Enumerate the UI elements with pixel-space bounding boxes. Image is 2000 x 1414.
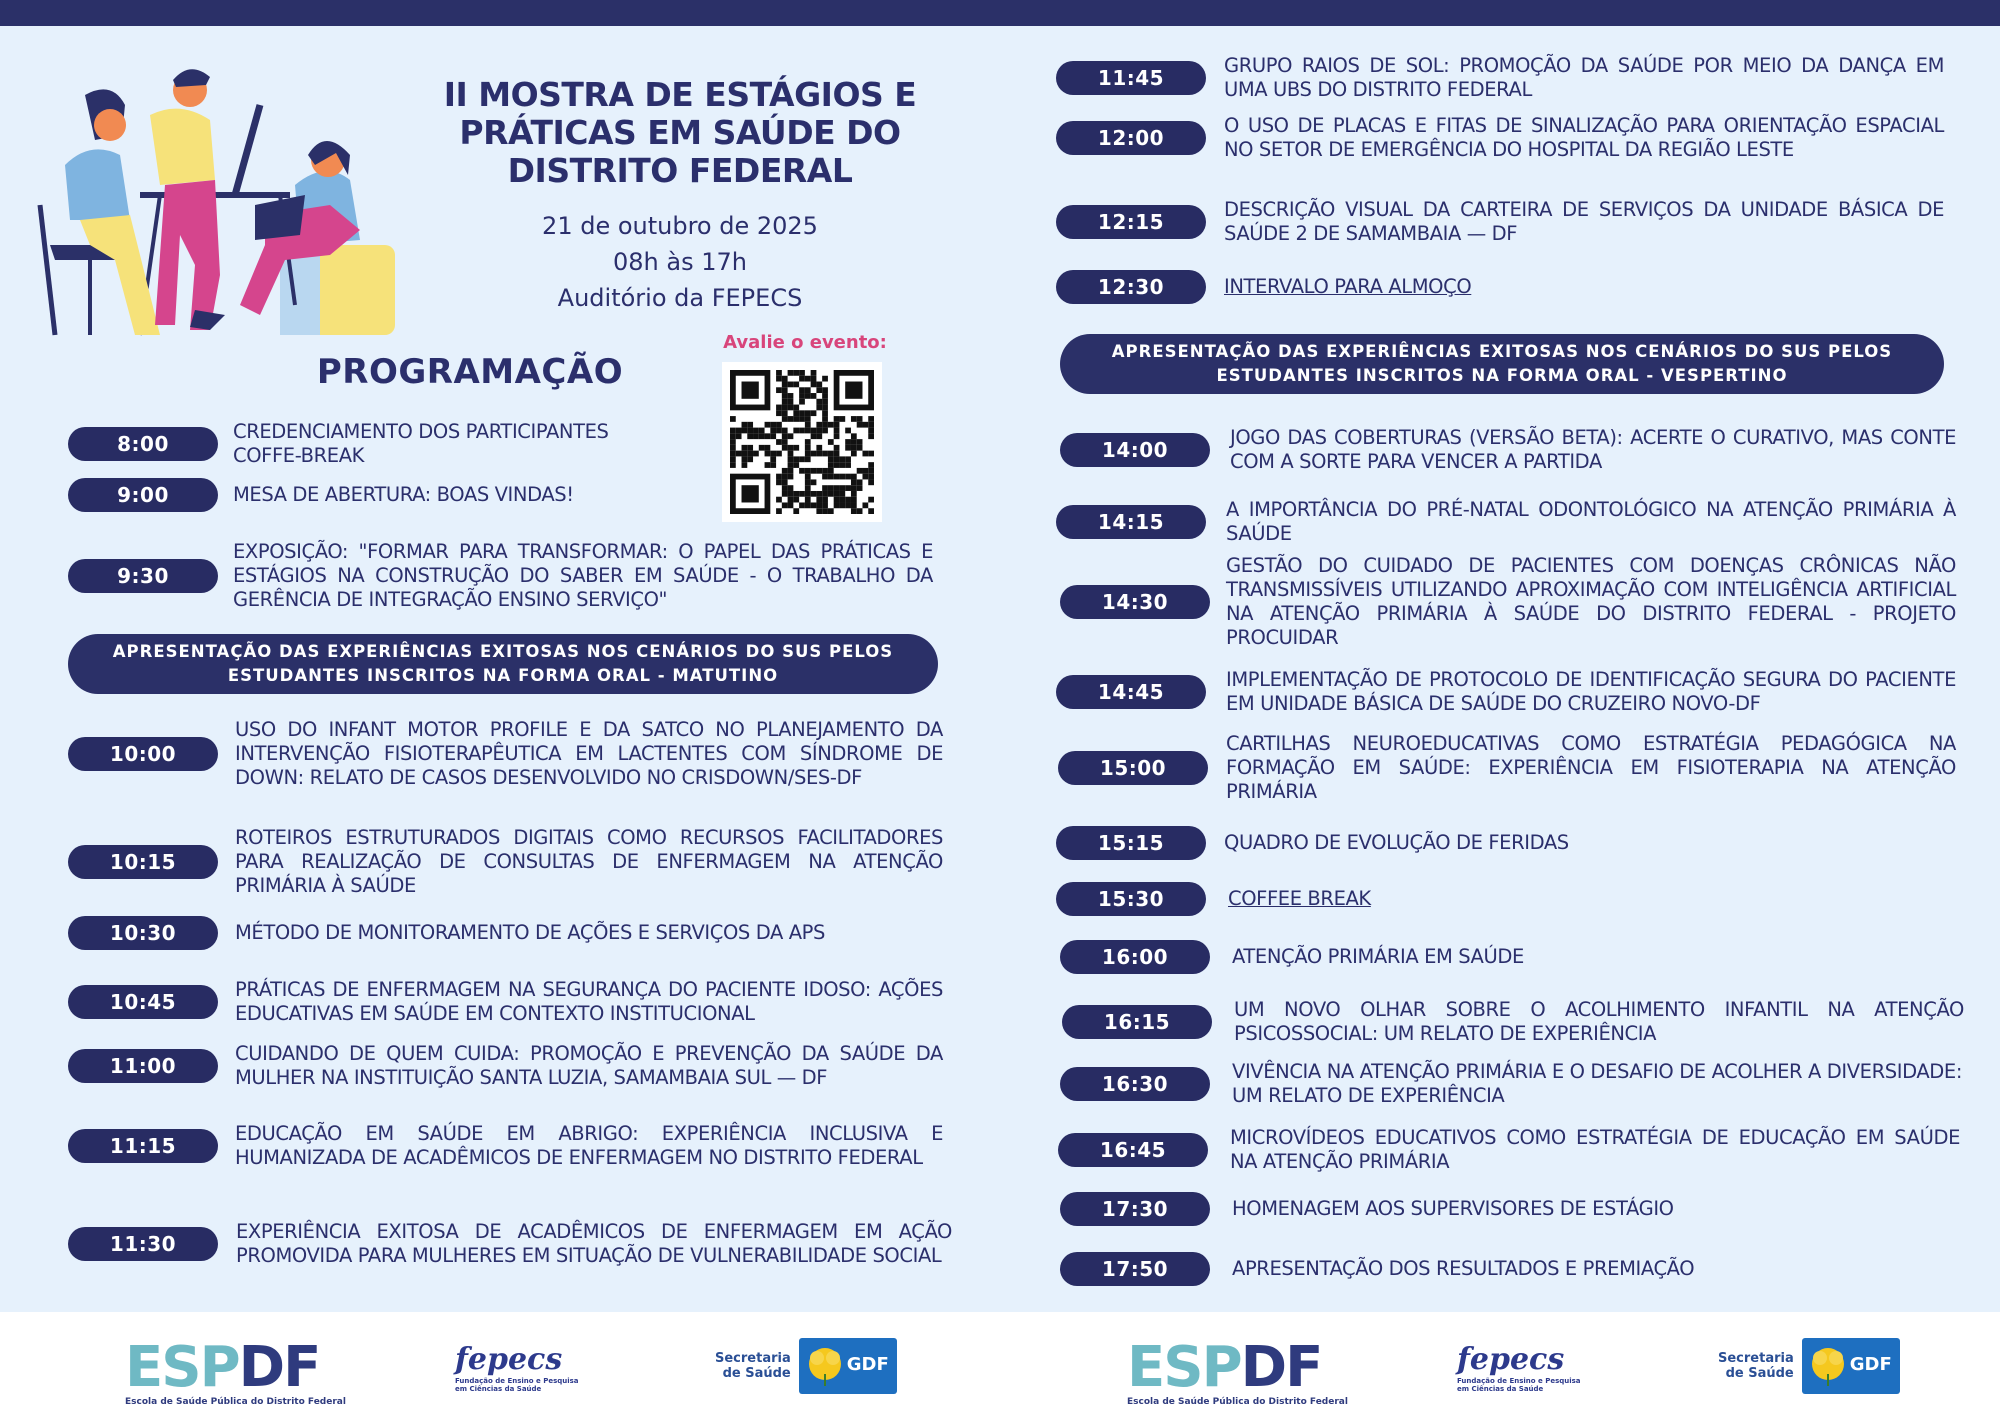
espdf-logo: ESPDF Escola de Saúde Pública do Distrito Federal — [125, 1335, 346, 1407]
event-title-line: PRÁTICAS EM SAÚDE DO — [459, 113, 901, 152]
time-badge: 11:45 — [1056, 61, 1206, 95]
time-badge: 15:15 — [1056, 826, 1206, 860]
footer-logos — [0, 1312, 2000, 1414]
time-badge: 10:00 — [68, 737, 218, 771]
lunch-break-link[interactable]: INTERVALO PARA ALMOÇO — [1224, 275, 1472, 298]
schedule-item — [1060, 940, 1952, 974]
schedule-item — [1056, 826, 1944, 860]
time-badge: 16:30 — [1060, 1067, 1210, 1101]
schedule-description: IMPLEMENTAÇÃO DE PROTOCOLO DE IDENTIFICAÇÃO SEGURA DO PACIENTE EM UNIDADE BÁSICA DE SAÚDE DO CRUZEIRO NOVO-DF — [1226, 668, 1956, 715]
schedule-item — [1056, 114, 1944, 162]
schedule-description: JOGO DAS COBERTURAS (VERSÃO BETA): ACERTE O CURATIVO, MAS CONTE COM A SORTE PARA VENCER A PARTIDA — [1230, 426, 1956, 473]
schedule-item — [68, 420, 948, 468]
event-time: 08h às 17h — [613, 248, 747, 276]
schedule-item — [1060, 1252, 1952, 1286]
schedule-description: UM NOVO OLHAR SOBRE O ACOLHIMENTO INFANTIL NA ATENÇÃO PSICOSSOCIAL: UM RELATO DE EXPERIÊNCIA — [1234, 998, 1964, 1045]
time-badge: 12:00 — [1056, 121, 1206, 155]
fepecs-logo: fepecs Fundação de Ensino e Pesquisa em Ciências da Saúde — [1457, 1342, 1581, 1393]
schedule-description: EXPERIÊNCIA EXITOSA DE ACADÊMICOS DE ENFERMAGEM EM AÇÃO PROMOVIDA PARA MULHERES EM SITUAÇÃO DE VULNERABILIDADE SOCIAL — [236, 1220, 952, 1267]
schedule-description: CREDENCIAMENTO DOS PARTICIPANTES COFFE-BREAK — [233, 420, 609, 467]
schedule-description: DESCRIÇÃO VISUAL DA CARTEIRA DE SERVIÇOS DA UNIDADE BÁSICA DE SAÚDE 2 DE SAMAMBAIA — DF — [1224, 198, 1944, 245]
event-venue: Auditório da FEPECS — [557, 284, 803, 312]
time-badge: 14:45 — [1056, 675, 1206, 709]
schedule-description: PRÁTICAS DE ENFERMAGEM NA SEGURANÇA DO PACIENTE IDOSO: AÇÕES EDUCATIVAS EM SAÚDE EM CONTEXTO INSTITUCIONAL — [235, 978, 943, 1025]
time-badge: 10:30 — [68, 916, 218, 950]
schedule-item — [1060, 426, 1956, 474]
gdf-badge: GDF — [799, 1338, 897, 1394]
schedule-item — [1056, 668, 1956, 716]
schedule-description: APRESENTAÇÃO DOS RESULTADOS E PREMIAÇÃO — [1232, 1257, 1695, 1280]
banner-line: APRESENTAÇÃO DAS EXPERIÊNCIAS EXITOSAS NOS CENÁRIOS DO SUS PELOS — [1111, 342, 1893, 361]
top-bar — [0, 0, 2000, 26]
schedule-item — [68, 826, 943, 898]
event-title-line: DISTRITO FEDERAL — [507, 151, 853, 190]
schedule-description: HOMENAGEM AOS SUPERVISORES DE ESTÁGIO — [1232, 1197, 1674, 1220]
schedule-description: CARTILHAS NEUROEDUCATIVAS COMO ESTRATÉGIA PEDAGÓGICA NA FORMAÇÃO EM SAÚDE: EXPERIÊNCIA EM FISIOTERAPIA NA ATENÇÃO PRIMÁRIA — [1226, 732, 1956, 803]
schedule-description: EDUCAÇÃO EM SAÚDE EM ABRIGO: EXPERIÊNCIA INCLUSIVA E HUMANIZADA DE ACADÊMICOS DE ENFERMAGEM NO DISTRITO FEDERAL — [235, 1122, 943, 1169]
time-badge: 12:30 — [1056, 270, 1206, 304]
schedule-item — [1060, 554, 1956, 650]
time-badge: 14:15 — [1056, 505, 1206, 539]
schedule-description: MESA DE ABERTURA: BOAS VINDAS! — [233, 483, 574, 506]
event-title-line: II MOSTRA DE ESTÁGIOS E — [443, 75, 917, 114]
schedule-item — [68, 478, 948, 512]
secretaria-gdf-logo: Secretaria de Saúde GDF — [1718, 1338, 1900, 1394]
secretaria-gdf-logo: Secretaria de Saúde GDF — [715, 1338, 897, 1394]
fepecs-logo: fepecs Fundação de Ensino e Pesquisa em Ciências da Saúde — [455, 1342, 579, 1393]
schedule-description: EXPOSIÇÃO: "FORMAR PARA TRANSFORMAR: O PAPEL DAS PRÁTICAS E ESTÁGIOS NA CONSTRUÇÃO DO SABER EM SAÚDE - O TRABALHO DA GERÊNCIA DE INTEGRAÇÃO ENSINO SERVIÇO" — [233, 540, 933, 611]
schedule-description: ROTEIROS ESTRUTURADOS DIGITAIS COMO RECURSOS FACILITADORES PARA REALIZAÇÃO DE CONSULTAS DE ENFERMAGEM NA ATENÇÃO PRIMÁRIA À SAÚDE — [235, 826, 943, 897]
programacao-heading: PROGRAMAÇÃO — [316, 352, 624, 392]
schedule-item — [68, 1220, 952, 1268]
time-badge: 16:00 — [1060, 940, 1210, 974]
banner-line: ESTUDANTES INSCRITOS NA FORMA ORAL - MATUTINO — [227, 666, 779, 685]
time-badge: 9:00 — [68, 478, 218, 512]
time-badge: 15:00 — [1058, 751, 1208, 785]
coffee-break-link[interactable]: COFFEE BREAK — [1228, 887, 1371, 910]
banner-matutino — [68, 634, 938, 694]
time-badge: 16:15 — [1062, 1005, 1212, 1039]
time-badge: 14:30 — [1060, 585, 1210, 619]
banner-line: ESTUDANTES INSCRITOS NA FORMA ORAL - VESPERTINO — [1216, 366, 1788, 385]
schedule-description: GESTÃO DO CUIDADO DE PACIENTES COM DOENÇAS CRÔNICAS NÃO TRANSMISSÍVEIS UTILIZANDO APROXIMAÇÃO COM INTELIGÊNCIA ARTIFICIAL NA ATENÇÃO PRIMÁRIA À SAÚDE DO DISTRITO FEDERAL - PROJETO PROCUIDAR — [1226, 554, 1956, 649]
schedule-description: GRUPO RAIOS DE SOL: PROMOÇÃO DA SAÚDE POR MEIO DA DANÇA EM UMA UBS DO DISTRITO FEDERAL — [1224, 54, 1944, 101]
event-title-block — [400, 76, 960, 316]
schedule-description: MICROVÍDEOS EDUCATIVOS COMO ESTRATÉGIA DE EDUCAÇÃO EM SAÚDE NA ATENÇÃO PRIMÁRIA — [1230, 1126, 1960, 1173]
schedule-item — [1056, 54, 1944, 102]
qr-label: Avalie o evento: — [723, 332, 887, 353]
time-badge: 17:30 — [1060, 1192, 1210, 1226]
time-badge: 11:00 — [68, 1049, 218, 1083]
schedule-item — [1056, 498, 1956, 546]
schedule-description: CUIDANDO DE QUEM CUIDA: PROMOÇÃO E PREVENÇÃO DA SAÚDE DA MULHER NA INSTITUIÇÃO SANTA LUZIA, SAMAMBAIA SUL — DF — [235, 1042, 943, 1089]
schedule-description: ATENÇÃO PRIMÁRIA EM SAÚDE — [1232, 945, 1524, 968]
time-badge: 8:00 — [68, 427, 218, 461]
people-at-desk-illustration — [30, 45, 450, 345]
time-badge: 11:15 — [68, 1129, 218, 1163]
event-date: 21 de outubro de 2025 — [542, 212, 818, 240]
time-badge: 16:45 — [1058, 1133, 1208, 1167]
gdf-badge: GDF — [1802, 1338, 1900, 1394]
schedule-item — [1058, 732, 1956, 804]
banner-line: APRESENTAÇÃO DAS EXPERIÊNCIAS EXITOSAS NOS CENÁRIOS DO SUS PELOS — [112, 642, 894, 661]
schedule-description: USO DO INFANT MOTOR PROFILE E DA SATCO NO PLANEJAMENTO DA INTERVENÇÃO FISIOTERAPÊUTICA EM LACTENTES COM SÍNDROME DE DOWN: RELATO DE CASOS DESENVOLVIDO NO CRISDOWN/SES-DF — [235, 718, 943, 789]
time-badge: 10:45 — [68, 985, 218, 1019]
time-badge: 17:50 — [1060, 1252, 1210, 1286]
schedule-item — [68, 978, 943, 1026]
ipe-flower-icon — [1806, 1344, 1850, 1388]
schedule-item — [1056, 882, 1948, 916]
schedule-item — [68, 540, 948, 612]
time-badge: 15:30 — [1056, 882, 1206, 916]
time-badge: 14:00 — [1060, 433, 1210, 467]
schedule-description: MÉTODO DE MONITORAMENTO DE AÇÕES E SERVIÇOS DA APS — [235, 921, 825, 944]
espdf-logo: ESPDF Escola de Saúde Pública do Distrito Federal — [1127, 1335, 1348, 1407]
schedule-item — [1062, 998, 1964, 1046]
schedule-item — [68, 1122, 943, 1170]
schedule-item — [1056, 198, 1944, 246]
schedule-description: VIVÊNCIA NA ATENÇÃO PRIMÁRIA E O DESAFIO DE ACOLHER A DIVERSIDADE: UM RELATO DE EXPERIÊNCIA — [1232, 1060, 1962, 1107]
banner-vespertino — [1060, 334, 1944, 394]
schedule-item — [1060, 1060, 1962, 1108]
schedule-item — [68, 1042, 943, 1090]
schedule-item — [1060, 1192, 1952, 1226]
time-badge: 9:30 — [68, 559, 218, 593]
schedule-item — [68, 916, 943, 950]
time-badge: 11:30 — [68, 1227, 218, 1261]
ipe-flower-icon — [803, 1344, 847, 1388]
time-badge: 12:15 — [1056, 205, 1206, 239]
time-badge: 10:15 — [68, 845, 218, 879]
schedule-description: QUADRO DE EVOLUÇÃO DE FERIDAS — [1224, 831, 1569, 854]
schedule-item — [1056, 270, 1944, 304]
schedule-description: O USO DE PLACAS E FITAS DE SINALIZAÇÃO PARA ORIENTAÇÃO ESPACIAL NO SETOR DE EMERGÊNCIA DO HOSPITAL DA REGIÃO LESTE — [1224, 114, 1944, 161]
schedule-item — [68, 718, 943, 790]
schedule-item — [1058, 1126, 1960, 1174]
schedule-description: A IMPORTÂNCIA DO PRÉ-NATAL ODONTOLÓGICO NA ATENÇÃO PRIMÁRIA À SAÚDE — [1226, 498, 1956, 545]
